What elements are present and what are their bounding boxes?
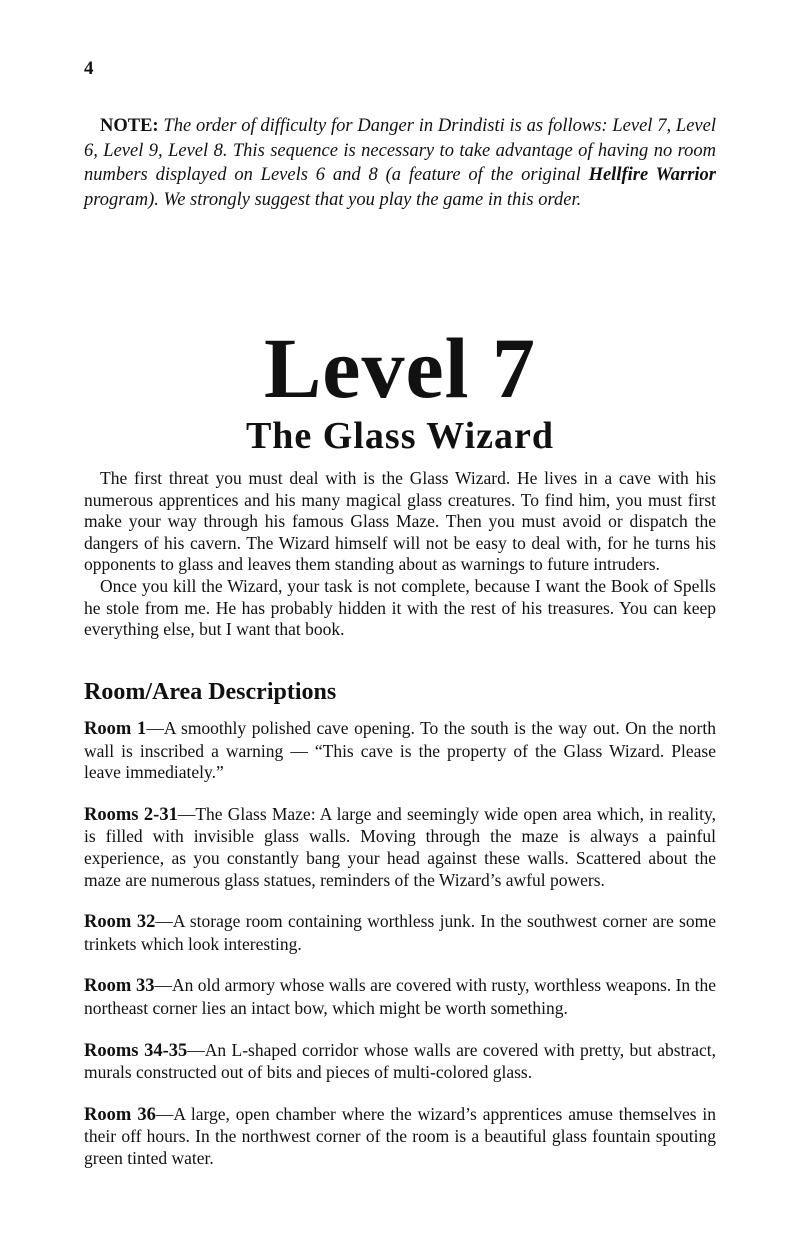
- room-label: Room 33: [84, 976, 155, 997]
- note-text-after: program). We strongly suggest that you play the game in this order.: [84, 189, 582, 210]
- note-text-before: The order of difficulty for Danger in Drindisti is as follows: Level 7, Level 6, Level 9, Level 8. This sequence is necessary to take advantage of having no room numbers displayed on Levels 6 and 8 (a feature of the original: [84, 116, 716, 185]
- intro-paragraph: The first threat you must deal with is the Glass Wizard. He lives in a cave with his numerous apprentices and his many magical glass creatures. To find him, you must first make your way through his famous Glass Maze. Then you must avoid or dispatch the dangers of his cavern. The Wizard himself will not be easy to deal with, for he turns his opponents to glass and leaves them standing about as warnings to future intruders.: [84, 468, 716, 575]
- note-label: NOTE:: [100, 116, 159, 136]
- room-description: —An old armory whose walls are covered with rusty, worthless weapons. In the northeast corner lies an intact bow, which might be worth something.: [84, 975, 716, 1018]
- room-entry: [84, 718, 716, 784]
- room-label: Rooms 2-31: [84, 804, 178, 825]
- level-subtitle: The Glass Wizard: [245, 415, 555, 457]
- room-label: Room 32: [84, 912, 156, 933]
- room-description: —A storage room containing worthless junk. In the southwest corner are some trinkets which look interesting.: [84, 911, 716, 954]
- page-number: 4: [84, 58, 94, 79]
- room-entry: [84, 804, 716, 891]
- room-list: [84, 718, 716, 1190]
- room-label: Rooms 34-35: [84, 1040, 188, 1061]
- room-description: —An L-shaped corridor whose walls are covered with pretty, but abstract, murals constructed out of bits and pieces of multi-colored glass.: [84, 1039, 716, 1083]
- room-entry: [84, 1040, 716, 1084]
- program-name: Hellfire Warrior: [588, 165, 717, 185]
- room-label: Room 1: [84, 719, 147, 739]
- room-entry: [84, 911, 716, 955]
- note-paragraph: [84, 114, 716, 212]
- room-description: —A large, open chamber where the wizard’s apprentices amuse themselves in their off hours. In the northwest corner of the room is a beautiful glass fountain spouting green tinted water.: [84, 1103, 716, 1168]
- section-heading: Room/Area Descriptions: [84, 679, 337, 705]
- intro-text: [84, 468, 716, 641]
- room-description: —A smoothly polished cave opening. To the south is the way out. On the north wall is inscribed a warning — “This cave is the property of the Glass Wizard. Please leave immediately.”: [84, 718, 716, 783]
- room-entry: [84, 975, 716, 1019]
- room-label: Room 36: [84, 1104, 156, 1125]
- room-description: —The Glass Maze: A large and seemingly wide open area which, in reality, is filled with invisible glass walls. Moving through the maze is always a painful experience, as you constantly bang your head against these walls. Scattered about the maze are numerous glass statues, reminders of the Wizard’s awful powers.: [84, 803, 716, 890]
- room-entry: [84, 1104, 716, 1170]
- intro-paragraph: Once you kill the Wizard, your task is not complete, because I want the Book of Spells he stole from me. He has probably hidden it with the rest of his treasures. You can keep everything else, but I want that book.: [84, 575, 716, 640]
- level-title: Level 7: [263, 320, 537, 416]
